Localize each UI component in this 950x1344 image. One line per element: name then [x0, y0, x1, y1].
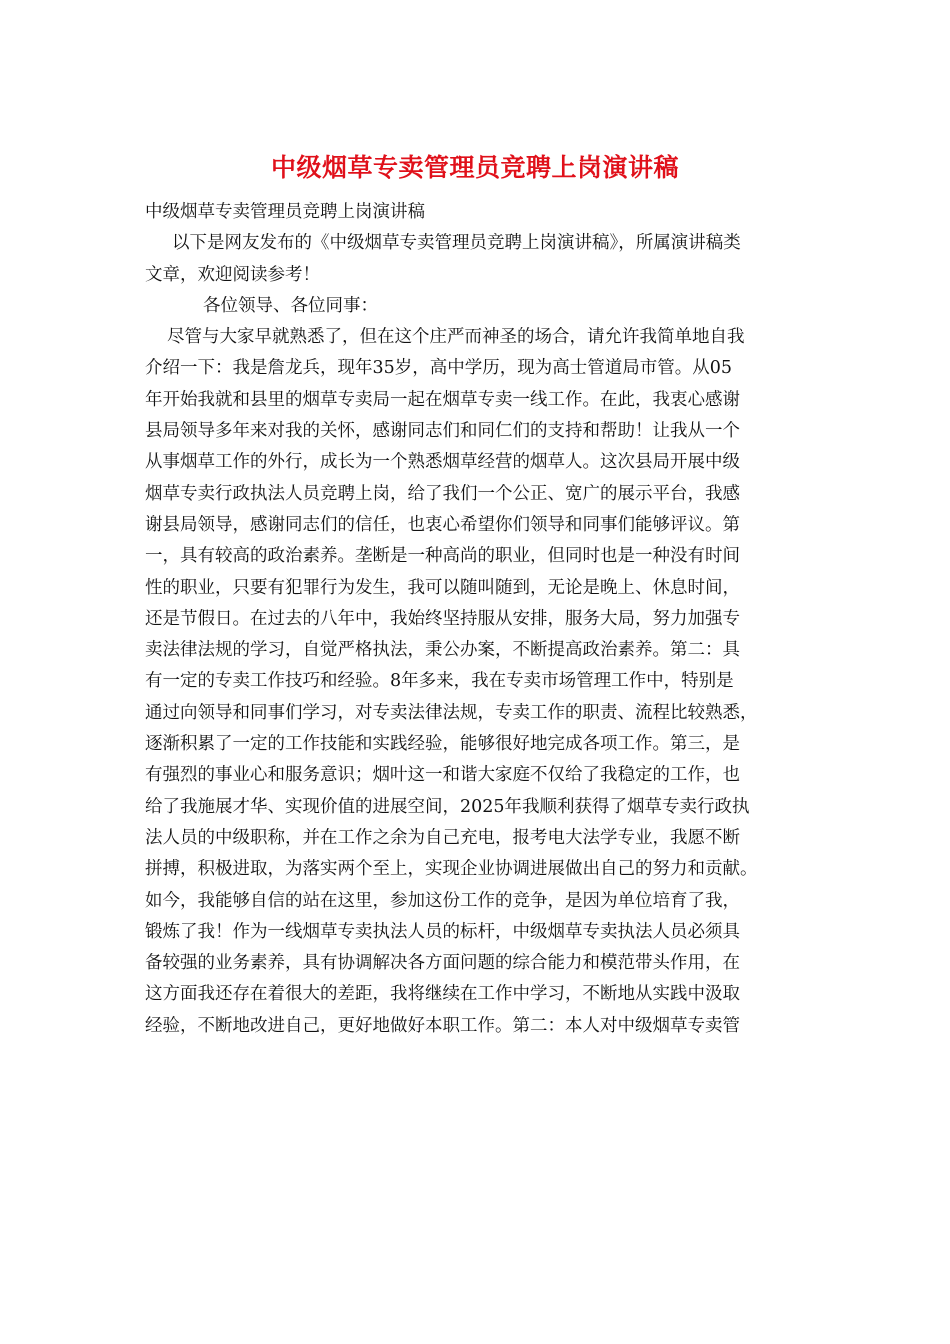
body-line: 有强烈的事业心和服务意识；烟叶这一和谐大家庭不仅给了我稳定的工作，也 — [145, 765, 740, 786]
body-line: 各位领导、各位同事： — [203, 295, 378, 316]
body-line: 从事烟草工作的外行，成长为一个熟悉烟草经营的烟草人。这次县局开展中级 — [145, 452, 740, 473]
body-line: 谢县局领导，感谢同志们的信任，也衷心希望你们领导和同事们能够评议。第 — [145, 514, 740, 535]
body-line: 烟草专卖行政执法人员竞聘上岗，给了我们一个公正、宽广的展示平台，我感 — [145, 483, 740, 504]
body-line: 如今，我能够自信的站在这里，参加这份工作的竞争，是因为单位培育了我， — [145, 890, 740, 911]
document-title: 中级烟草专卖管理员竞聘上岗演讲稿 — [270, 153, 679, 182]
body-line: 这方面我还存在着很大的差距，我将继续在工作中学习，不断地从实践中汲取 — [145, 984, 740, 1005]
body-line: 卖法律法规的学习，自觉严格执法，秉公办案，不断提高政治素养。第二：具 — [145, 640, 740, 661]
body-line: 中级烟草专卖管理员竞聘上岗演讲稿 — [145, 202, 425, 222]
body-line: 性的职业，只要有犯罪行为发生，我可以随叫随到，无论是晚上、休息时间， — [145, 577, 740, 598]
body-line: 年开始我就和县里的烟草专卖局一起在烟草专卖一线工作。在此，我衷心感谢 — [145, 389, 740, 410]
body-line: 逐渐积累了一定的工作技能和实践经验，能够很好地完成各项工作。第三，是 — [145, 734, 740, 755]
document-body — [145, 197, 810, 1042]
body-line: 以下是网友发布的《中级烟草专卖管理员竞聘上岗演讲稿》，所属演讲稿类 — [172, 233, 741, 254]
body-line: 县局领导多年来对我的关怀，感谢同志们和同仁们的支持和帮助！让我从一个 — [145, 421, 740, 442]
body-line: 还是节假日。在过去的八年中，我始终坚持服从安排，服务大局，努力加强专 — [145, 608, 740, 629]
body-line: 备较强的业务素养，具有协调解决各方面问题的综合能力和模范带头作用，在 — [145, 953, 740, 974]
body-line: 法人员的中级职称，并在工作之余为自己充电，报考电大法学专业，我愿不断 — [145, 827, 740, 848]
body-line: 锻炼了我！作为一线烟草专卖执法人员的标杆，中级烟草专卖执法人员必须具 — [145, 921, 740, 942]
body-line: 一，具有较高的政治素养。垄断是一种高尚的职业，但同时也是一种没有时间 — [145, 546, 740, 567]
body-line: 尽管与大家早就熟悉了，但在这个庄严而神圣的场合，请允许我简单地自我 — [167, 327, 745, 348]
body-line: 介绍一下：我是詹龙兵，现年35岁，高中学历，现为高士管道局市管。从05 — [145, 358, 733, 379]
body-line: 通过向领导和同事们学习，对专卖法律法规，专卖工作的职责、流程比较熟悉， — [145, 702, 758, 723]
body-line: 拼搏，积极进取，为落实两个至上，实现企业协调进展做出自己的努力和贡献。 — [145, 859, 758, 880]
body-line: 给了我施展才华、实现价值的进展空间，2025年我顺利获得了烟草专卖行政执 — [145, 796, 750, 817]
body-line: 有一定的专卖工作技巧和经验。8年多来，我在专卖市场管理工作中，特别是 — [145, 671, 734, 692]
body-line: 文章，欢迎阅读参考！ — [145, 264, 320, 285]
body-line: 经验，不断地改进自己，更好地做好本职工作。第二：本人对中级烟草专卖管 — [145, 1015, 740, 1036]
